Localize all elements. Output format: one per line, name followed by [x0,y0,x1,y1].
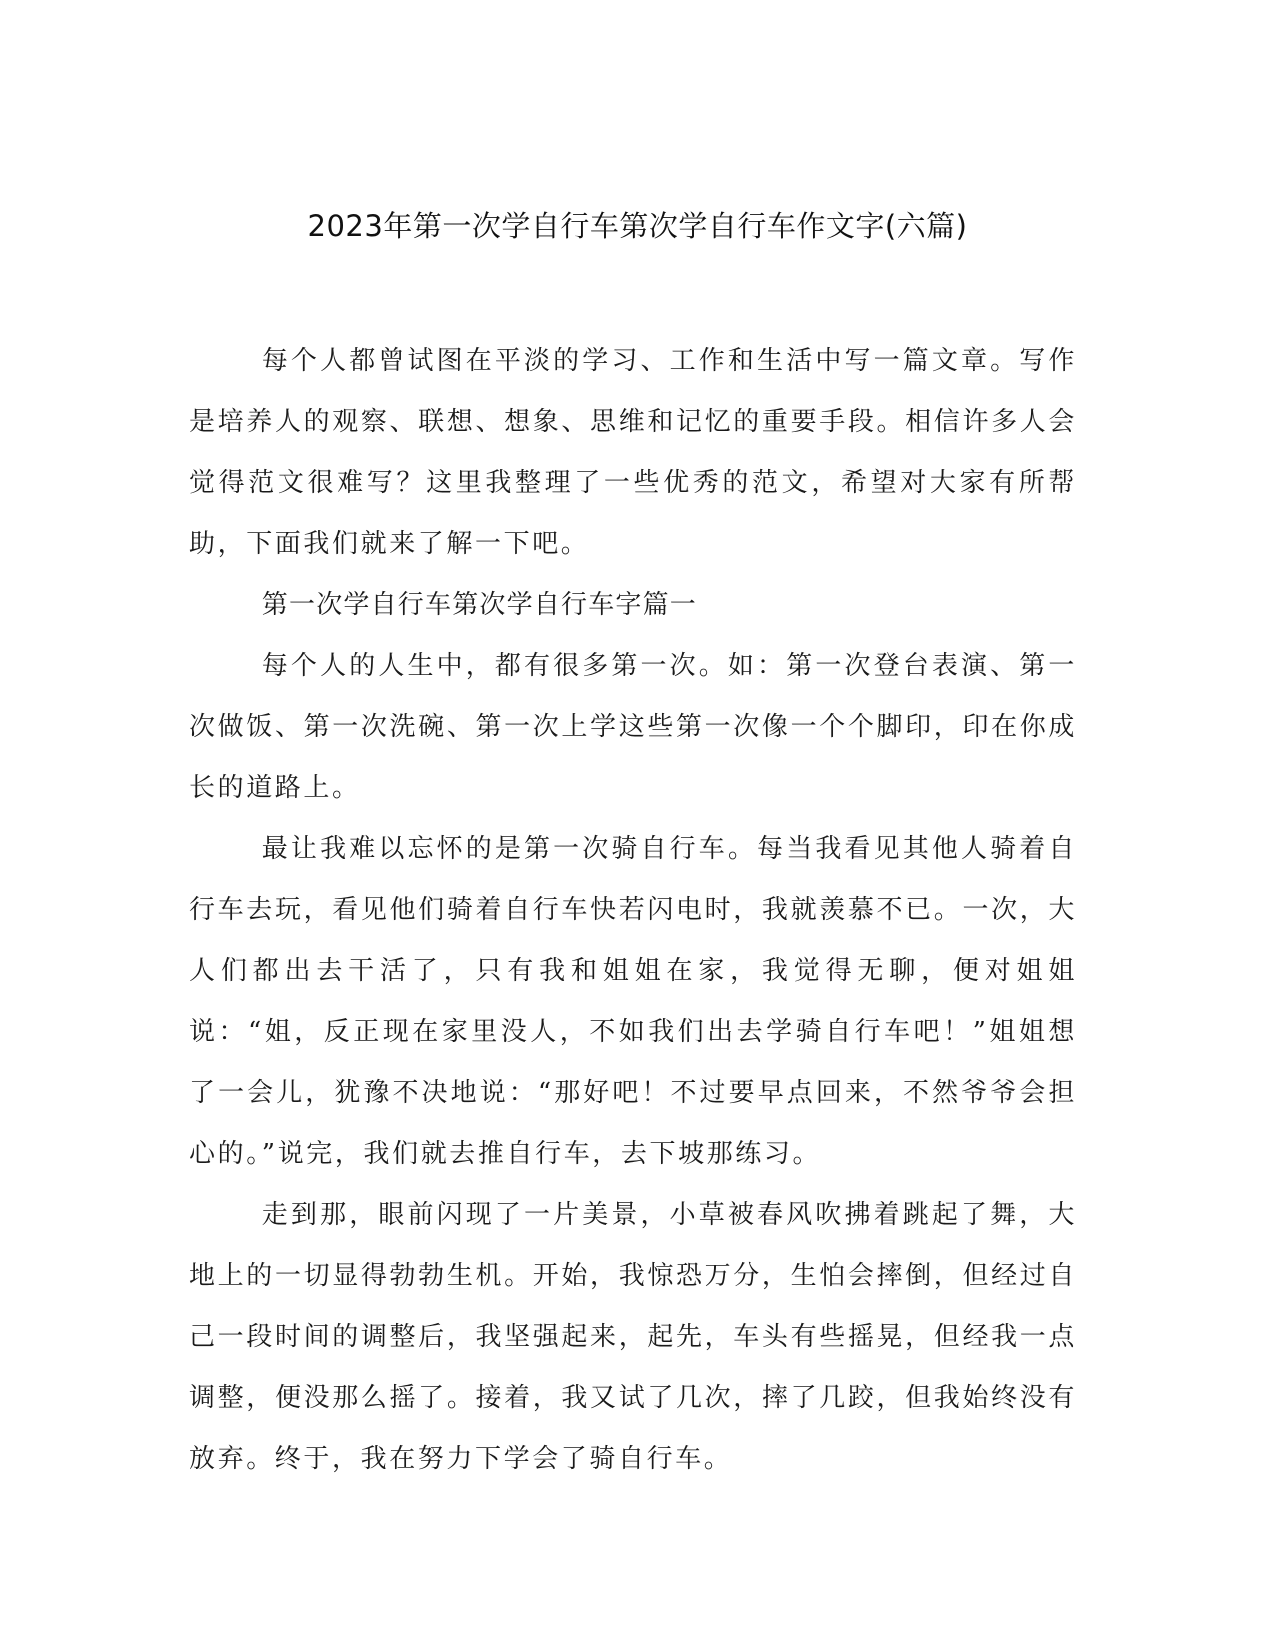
body-paragraph: 最让我难以忘怀的是第一次骑自行车。每当我看见其他人骑着自行车去玩，看见他们骑着自行车快若闪电时，我就羡慕不已。一次，大人们都出去干活了，只有我和姐姐在家，我觉得无聊，便对姐姐说：“姐，反正现在家里没人，不如我们出去学骑自行车吧！”姐姐想了一会儿，犹豫不决地说：“那好吧！不过要早点回来，不然爷爷会担心的。”说完，我们就去推自行车，去下坡那练习。 [189,834,1077,1169]
body-paragraph: 走到那，眼前闪现了一片美景，小草被春风吹拂着跳起了舞，大地上的一切显得勃勃生机。开始，我惊恐万分，生怕会摔倒，但经过自己一段时间的调整后，我坚强起来，起先，车头有些摇晃，但经我一点调整，便没那么摇了。接着，我又试了几次，摔了几跤，但我始终没有放弃。终于，我在努力下学会了骑自行车。 [189,1200,1077,1474]
body-paragraph: 每个人的人生中，都有很多第一次。如：第一次登台表演、第一次做饭、第一次洗碗、第一次上学这些第一次像一个个脚印，印在你成长的道路上。 [189,651,1077,803]
intro-paragraph: 每个人都曾试图在平淡的学习、工作和生活中写一篇文章。写作是培养人的观察、联想、想象、思维和记忆的重要手段。相信许多人会觉得范文很难写？这里我整理了一些优秀的范文，希望对大家有所帮助，下面我们就来了解一下吧。 [189,346,1077,559]
section-heading: 第一次学自行车第次学自行车字篇一 [261,590,697,620]
document-title: 2023年第一次学自行车第次学自行车作文字(六篇) [307,209,968,243]
document-body [189,331,1077,1490]
